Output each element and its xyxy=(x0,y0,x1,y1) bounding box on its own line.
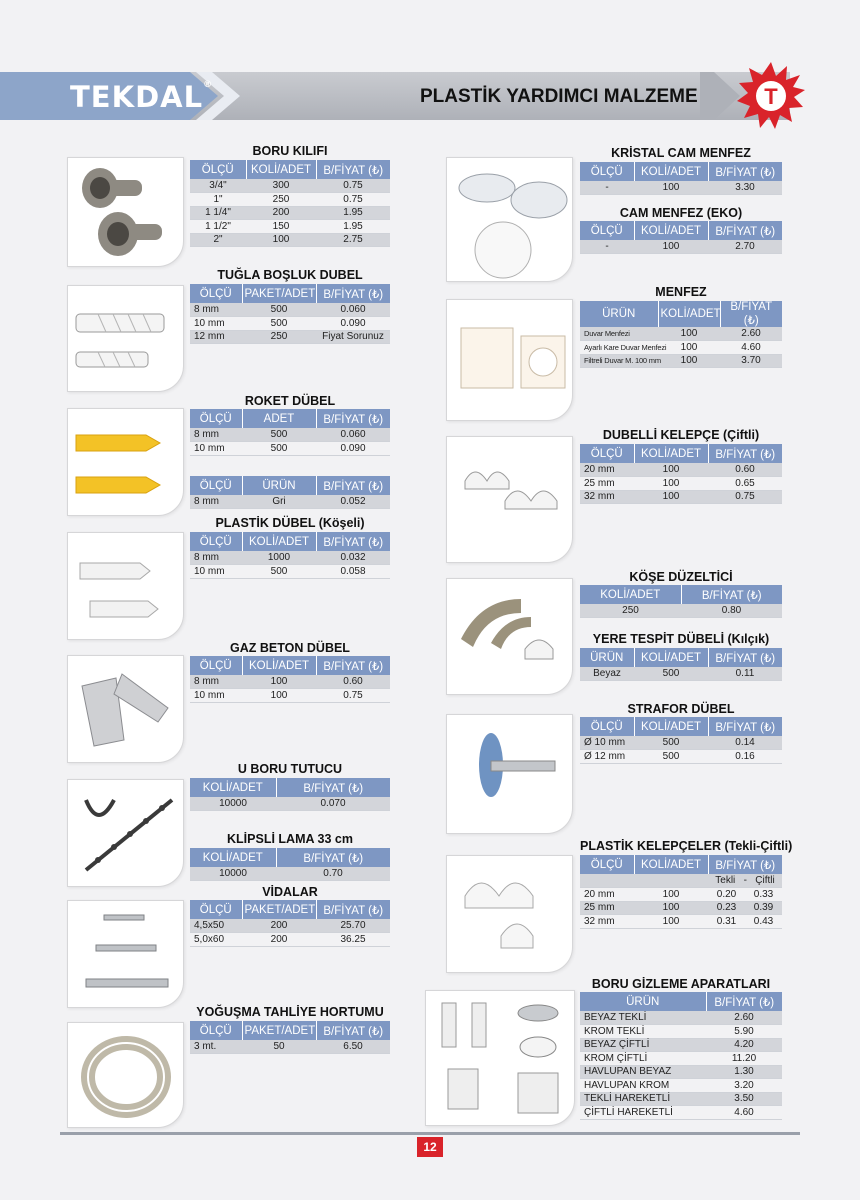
table-row xyxy=(190,1040,390,1054)
table-cell: 200 xyxy=(242,933,316,947)
table-row xyxy=(580,648,782,667)
image-u-boru-tutucu xyxy=(67,779,184,887)
table-cell xyxy=(634,874,708,888)
image-roket-dubel xyxy=(67,408,184,516)
table-cell: 0.060 xyxy=(316,428,390,442)
table-row xyxy=(580,444,782,463)
table-cell: 0.23 xyxy=(708,901,745,915)
col-header: B/FİYAT (₺) xyxy=(276,848,390,867)
table-cell: 8 mm xyxy=(190,551,242,565)
table-cell: 8 mm xyxy=(190,303,242,317)
col-header: B/FİYAT (₺) xyxy=(708,717,782,736)
table-row xyxy=(190,317,390,331)
table-row xyxy=(190,476,390,495)
table-cell: 150 xyxy=(246,220,316,234)
table-row xyxy=(190,160,390,179)
table-cell: 32 mm xyxy=(580,490,634,504)
table-cell: 8 mm xyxy=(190,428,242,442)
table-cell: 0.75 xyxy=(708,490,782,504)
table-cell: 1 1/4" xyxy=(190,206,246,220)
table-row xyxy=(580,1038,782,1052)
table-cell: 1.95 xyxy=(316,220,390,234)
table-cell: 36.25 xyxy=(316,933,390,947)
table-cell: Gri xyxy=(242,495,316,509)
title-dubelli-kelepce: DUBELLİ KELEPÇE (Çiftli) xyxy=(602,428,760,442)
footer-divider xyxy=(60,1132,800,1135)
col-header: ÖLÇÜ xyxy=(580,444,634,463)
col-header: B/FİYAT (₺) xyxy=(708,221,782,240)
title-gaz-beton: GAZ BETON DÜBEL xyxy=(230,641,350,655)
table-cell: 100 xyxy=(242,689,316,703)
table-cell: 0.39 xyxy=(745,901,782,915)
col-header: B/FİYAT (₺) xyxy=(316,532,390,551)
table-cell: - xyxy=(580,181,634,195)
table-cell: 0.060 xyxy=(316,303,390,317)
title-tugla-dubel: TUĞLA BOŞLUK DUBEL xyxy=(217,268,363,282)
table-cell: 100 xyxy=(658,327,720,341)
table-cell: 25 mm xyxy=(580,901,634,915)
col-header: B/FİYAT (₺) xyxy=(708,648,782,667)
col-header: KOLİ/ADET xyxy=(634,221,708,240)
table-cell: Beyaz xyxy=(580,667,634,681)
col-header: ÜRÜN xyxy=(580,648,634,667)
table-row xyxy=(580,717,782,736)
title-strafor: STRAFOR DÜBEL xyxy=(627,702,735,716)
table-row xyxy=(190,428,390,442)
table-row xyxy=(190,495,390,509)
table-cell: 100 xyxy=(634,463,708,477)
table-cell: 10 mm xyxy=(190,689,242,703)
table-row xyxy=(580,874,782,888)
page-title: PLASTİK YARDIMCI MALZEME xyxy=(420,86,698,107)
table-cell: 8 mm xyxy=(190,675,242,689)
table-row xyxy=(580,1092,782,1106)
table-cell: KROM ÇİFTLİ xyxy=(580,1052,706,1066)
table-row xyxy=(580,1065,782,1079)
table-cell: 0.058 xyxy=(316,565,390,579)
table-strafor xyxy=(580,717,782,764)
table-klipsli-lama xyxy=(190,848,390,881)
table-cell: 20 mm xyxy=(580,463,634,477)
table-row xyxy=(580,855,782,874)
col-header: ÖLÇÜ xyxy=(190,656,242,675)
col-header: B/FİYAT (₺) xyxy=(316,284,390,303)
table-cell: BEYAZ ÇİFTLİ xyxy=(580,1038,706,1052)
col-header: B/FİYAT (₺) xyxy=(316,409,390,428)
col-header: B/FİYAT (₺) xyxy=(681,585,782,604)
image-yogusma-hortumu xyxy=(67,1022,184,1128)
table-cell: 0.070 xyxy=(276,797,390,811)
table-cell: 100 xyxy=(658,341,720,355)
table-row xyxy=(190,179,390,193)
table-row xyxy=(580,888,782,902)
table-row xyxy=(580,915,782,929)
page-number: 12 xyxy=(417,1137,443,1157)
table-cell: 0.75 xyxy=(316,689,390,703)
title-kose-duzeltici: KÖŞE DÜZELTİCİ xyxy=(629,570,733,584)
table-cell: 10000 xyxy=(190,797,276,811)
table-row xyxy=(190,220,390,234)
col-header: ÖLÇÜ xyxy=(190,532,242,551)
col-header: B/FİYAT (₺) xyxy=(316,900,390,919)
table-cell: 500 xyxy=(242,317,316,331)
table-cell: 20 mm xyxy=(580,888,634,902)
table-cell: 100 xyxy=(634,915,708,929)
col-header: KOLİ/ADET xyxy=(634,444,708,463)
image-boru-gizleme xyxy=(425,990,575,1126)
image-gaz-beton-dubel xyxy=(67,655,184,763)
table-row xyxy=(580,341,782,355)
brand-logo: TEKDAL® xyxy=(70,80,214,114)
col-header: B/FİYAT (₺) xyxy=(706,992,782,1011)
col-header: KOLİ/ADET xyxy=(242,532,316,551)
title-plastik-kelepce: PLASTİK KELEPÇELER (Tekli-Çiftli) xyxy=(580,839,793,853)
table-cell: 4.20 xyxy=(706,1038,782,1052)
table-row xyxy=(190,303,390,317)
col-header: KOLİ/ADET xyxy=(242,656,316,675)
table-row xyxy=(580,490,782,504)
col-header: B/FİYAT (₺) xyxy=(708,855,782,874)
table-dubelli-kelepce xyxy=(580,444,782,504)
image-dubelli-kelepce xyxy=(446,436,573,563)
col-header: KOLİ/ADET xyxy=(634,855,708,874)
table-cell: Fiyat Sorunuz xyxy=(316,330,390,344)
table-row xyxy=(580,1079,782,1093)
table-row xyxy=(580,992,782,1011)
table-cell: TEKLİ HAREKETLİ xyxy=(580,1092,706,1106)
table-cell: 4.60 xyxy=(706,1106,782,1120)
table-cell: 0.31 xyxy=(708,915,745,929)
table-row xyxy=(190,689,390,703)
table-cell: Ø 10 mm xyxy=(580,736,634,750)
col-header: KOLİ/ADET xyxy=(634,648,708,667)
col-header: B/FİYAT (₺) xyxy=(316,160,390,179)
col-header: KOLİ/ADET xyxy=(580,585,681,604)
table-cell: 3.50 xyxy=(706,1092,782,1106)
table-cell: 100 xyxy=(634,888,708,902)
title-menfez: MENFEZ xyxy=(655,285,707,299)
col-header: KOLİ/ADET xyxy=(190,848,276,867)
col-header: B/FİYAT (₺) xyxy=(708,162,782,181)
table-cell: 12 mm xyxy=(190,330,242,344)
table-cell: HAVLUPAN KROM xyxy=(580,1079,706,1093)
title-klipsli-lama: KLİPSLİ LAMA 33 cm xyxy=(227,832,353,846)
table-row xyxy=(580,221,782,240)
table-yogusma xyxy=(190,1021,390,1054)
col-header: PAKET/ADET xyxy=(242,284,316,303)
table-roket-dubel-gri xyxy=(190,476,390,509)
table-row xyxy=(190,409,390,428)
col-header: ADET xyxy=(242,409,316,428)
table-row xyxy=(580,327,782,341)
table-cell: 500 xyxy=(634,750,708,764)
title-plastik-dubel: PLASTİK DÜBEL (Köşeli) xyxy=(215,516,365,530)
table-cell: BEYAZ TEKLİ xyxy=(580,1011,706,1025)
table-row xyxy=(580,901,782,915)
table-cell: 0.43 xyxy=(745,915,782,929)
image-vidalar xyxy=(67,900,184,1008)
table-row xyxy=(580,463,782,477)
table-cell: 0.11 xyxy=(708,667,782,681)
table-cell: HAVLUPAN BEYAZ xyxy=(580,1065,706,1079)
table-cell: 0.33 xyxy=(745,888,782,902)
table-row xyxy=(580,736,782,750)
table-cell: 1000 xyxy=(242,551,316,565)
table-vidalar xyxy=(190,900,390,947)
col-header: ÜRÜN xyxy=(242,476,316,495)
table-tugla-dubel xyxy=(190,284,390,344)
col-header: B/FİYAT (₺) xyxy=(316,656,390,675)
col-header: B/FİYAT (₺) xyxy=(708,444,782,463)
table-row xyxy=(190,284,390,303)
table-cell: 4,5x50 xyxy=(190,919,242,933)
table-cell: 0.75 xyxy=(316,179,390,193)
table-row xyxy=(190,848,390,867)
table-cell: 100 xyxy=(242,675,316,689)
table-cell: 5.90 xyxy=(706,1025,782,1039)
table-cell: 5,0x60 xyxy=(190,933,242,947)
col-header: ÖLÇÜ xyxy=(190,476,242,495)
table-cell: 3 mt. xyxy=(190,1040,242,1054)
table-cell: 0.60 xyxy=(316,675,390,689)
table-cell: KROM TEKLİ xyxy=(580,1025,706,1039)
table-cell: 250 xyxy=(580,604,681,618)
table-cell: 250 xyxy=(242,330,316,344)
col-header: ÖLÇÜ xyxy=(580,162,634,181)
col-header: KOLİ/ADET xyxy=(190,778,276,797)
col-header: B/FİYAT (₺) xyxy=(720,301,782,327)
table-row xyxy=(580,240,782,254)
table-kose-duzeltici xyxy=(580,585,782,618)
table-row xyxy=(190,656,390,675)
table-cell: 0.70 xyxy=(276,867,390,881)
title-yere-tespit: YERE TESPİT DÜBELİ (Kılçık) xyxy=(592,632,770,646)
table-cell: 0.032 xyxy=(316,551,390,565)
table-cell: 10 mm xyxy=(190,317,242,331)
table-cell: Duvar Menfezi xyxy=(580,327,658,341)
table-cell: 11.20 xyxy=(706,1052,782,1066)
table-cell: 0.052 xyxy=(316,495,390,509)
col-header: B/FİYAT (₺) xyxy=(316,476,390,495)
table-plastik-dubel xyxy=(190,532,390,579)
table-cell: 25.70 xyxy=(316,919,390,933)
table-cell: 500 xyxy=(242,565,316,579)
col-header: ÖLÇÜ xyxy=(190,1021,242,1040)
title-vidalar: VİDALAR xyxy=(262,885,318,899)
table-cell: 100 xyxy=(634,181,708,195)
col-header: B/FİYAT (₺) xyxy=(316,1021,390,1040)
col-header: KOLİ/ADET xyxy=(634,717,708,736)
table-row xyxy=(190,330,390,344)
table-cell: 32 mm xyxy=(580,915,634,929)
table-cell: 10000 xyxy=(190,867,276,881)
col-header: ÖLÇÜ xyxy=(190,409,242,428)
table-cell: - xyxy=(580,240,634,254)
table-row xyxy=(190,900,390,919)
title-u-boru: U BORU TUTUCU xyxy=(237,762,343,776)
table-row xyxy=(190,442,390,456)
title-cam-eko: CAM MENFEZ (EKO) xyxy=(619,206,743,220)
title-yogusma: YOĞUŞMA TAHLİYE HORTUMU xyxy=(196,1005,384,1019)
image-menfez xyxy=(446,299,573,421)
table-u-boru xyxy=(190,778,390,811)
table-cell: Ayarlı Kare Duvar Menfezi xyxy=(580,341,658,355)
col-header: KOLİ/ADET xyxy=(246,160,316,179)
table-cell: 3.30 xyxy=(708,181,782,195)
table-cell: 2.75 xyxy=(316,233,390,247)
table-cell: 2.70 xyxy=(708,240,782,254)
table-row xyxy=(580,181,782,195)
table-row xyxy=(580,162,782,181)
image-plastik-kelepce xyxy=(446,855,573,973)
col-header: B/FİYAT (₺) xyxy=(276,778,390,797)
table-cell: 4.60 xyxy=(720,341,782,355)
col-header: KOLİ/ADET xyxy=(658,301,720,327)
table-row xyxy=(190,532,390,551)
table-cell: Ø 12 mm xyxy=(580,750,634,764)
table-row xyxy=(580,750,782,764)
col-header: PAKET/ADET xyxy=(242,1021,316,1040)
col-header: ÜRÜN xyxy=(580,992,706,1011)
table-cell: 2.60 xyxy=(720,327,782,341)
image-strafor-dubel xyxy=(446,714,573,834)
table-cell: 0.090 xyxy=(316,317,390,331)
image-tugla-dubel xyxy=(67,285,184,392)
table-row xyxy=(580,354,782,368)
table-cell: 300 xyxy=(246,179,316,193)
table-cell: 3/4" xyxy=(190,179,246,193)
table-row xyxy=(580,1106,782,1120)
table-cell: 0.65 xyxy=(708,477,782,491)
table-menfez xyxy=(580,301,782,368)
table-kristal xyxy=(580,162,782,195)
table-cell: 0.20 xyxy=(708,888,745,902)
table-row xyxy=(190,933,390,947)
table-cell: 500 xyxy=(242,303,316,317)
col-header: ÖLÇÜ xyxy=(580,717,634,736)
table-cell: 500 xyxy=(634,736,708,750)
table-row xyxy=(190,919,390,933)
table-row xyxy=(580,1052,782,1066)
image-plastik-dubel xyxy=(67,532,184,640)
table-cell: 100 xyxy=(246,233,316,247)
subheader-tekli-ciftli: Tekli - Çiftli xyxy=(708,874,782,888)
table-row xyxy=(190,206,390,220)
table-cell: 1.95 xyxy=(316,206,390,220)
table-cell: 200 xyxy=(246,206,316,220)
table-cell: 200 xyxy=(242,919,316,933)
table-cell: 50 xyxy=(242,1040,316,1054)
table-row xyxy=(580,667,782,681)
col-header: ÖLÇÜ xyxy=(190,160,246,179)
table-cell: Filtreli Duvar M. 100 mm xyxy=(580,354,658,368)
table-cell: 2.60 xyxy=(706,1011,782,1025)
tekdal-star-logo xyxy=(737,62,805,130)
title-kristal: KRİSTAL CAM MENFEZ xyxy=(611,146,751,160)
table-cell: 0.14 xyxy=(708,736,782,750)
table-row xyxy=(580,301,782,327)
col-header: ÖLÇÜ xyxy=(190,284,242,303)
table-cell: 100 xyxy=(658,354,720,368)
table-row xyxy=(190,797,390,811)
table-cell: 6.50 xyxy=(316,1040,390,1054)
table-cell: 100 xyxy=(634,490,708,504)
table-row xyxy=(580,585,782,604)
image-boru-kilifi xyxy=(67,157,184,267)
title-boru-gizleme: BORU GİZLEME APARATLARI xyxy=(591,977,771,991)
table-plastik-kelepce xyxy=(580,855,782,929)
table-cell: 8 mm xyxy=(190,495,242,509)
table-cell xyxy=(580,874,634,888)
table-cell: 0.80 xyxy=(681,604,782,618)
table-roket-dubel xyxy=(190,409,390,456)
table-cell: 3.70 xyxy=(720,354,782,368)
table-row xyxy=(190,1021,390,1040)
col-header: ÜRÜN xyxy=(580,301,658,327)
table-cell: 10 mm xyxy=(190,565,242,579)
table-row xyxy=(190,675,390,689)
table-cell: 0.75 xyxy=(316,193,390,207)
table-cell: 2" xyxy=(190,233,246,247)
table-cell: 1.30 xyxy=(706,1065,782,1079)
table-cell: 500 xyxy=(242,428,316,442)
table-row xyxy=(190,565,390,579)
table-cam-eko xyxy=(580,221,782,254)
table-row xyxy=(580,477,782,491)
table-cell: 0.60 xyxy=(708,463,782,477)
table-cell: 100 xyxy=(634,477,708,491)
table-cell: 10 mm xyxy=(190,442,242,456)
col-header: ÖLÇÜ xyxy=(580,221,634,240)
table-cell: 500 xyxy=(634,667,708,681)
col-header: PAKET/ADET xyxy=(242,900,316,919)
table-boru-kilifi xyxy=(190,160,390,247)
table-row xyxy=(190,778,390,797)
title-boru-kilifi: BORU KILIFI xyxy=(252,144,328,158)
table-cell: 100 xyxy=(634,240,708,254)
table-cell: 25 mm xyxy=(580,477,634,491)
image-cam-menfez xyxy=(446,157,573,282)
table-yere-tespit xyxy=(580,648,782,681)
table-row xyxy=(580,1011,782,1025)
table-row xyxy=(190,867,390,881)
table-cell: 250 xyxy=(246,193,316,207)
table-boru-gizleme xyxy=(580,992,782,1120)
table-cell: 500 xyxy=(242,442,316,456)
image-kose-duzeltici xyxy=(446,578,573,695)
title-roket-dubel: ROKET DÜBEL xyxy=(244,394,336,408)
table-cell: ÇİFTLİ HAREKETLİ xyxy=(580,1106,706,1120)
table-cell: 100 xyxy=(634,901,708,915)
table-row xyxy=(580,604,782,618)
logo-letter: T xyxy=(764,84,778,109)
table-row xyxy=(190,551,390,565)
table-cell: 0.090 xyxy=(316,442,390,456)
table-row xyxy=(580,1025,782,1039)
table-cell: 1 1/2" xyxy=(190,220,246,234)
table-gaz-beton xyxy=(190,656,390,703)
table-cell: 1" xyxy=(190,193,246,207)
col-header: ÖLÇÜ xyxy=(190,900,242,919)
col-header: KOLİ/ADET xyxy=(634,162,708,181)
col-header: ÖLÇÜ xyxy=(580,855,634,874)
table-cell: 0.16 xyxy=(708,750,782,764)
table-row xyxy=(190,233,390,247)
table-row xyxy=(190,193,390,207)
table-cell: 3.20 xyxy=(706,1079,782,1093)
